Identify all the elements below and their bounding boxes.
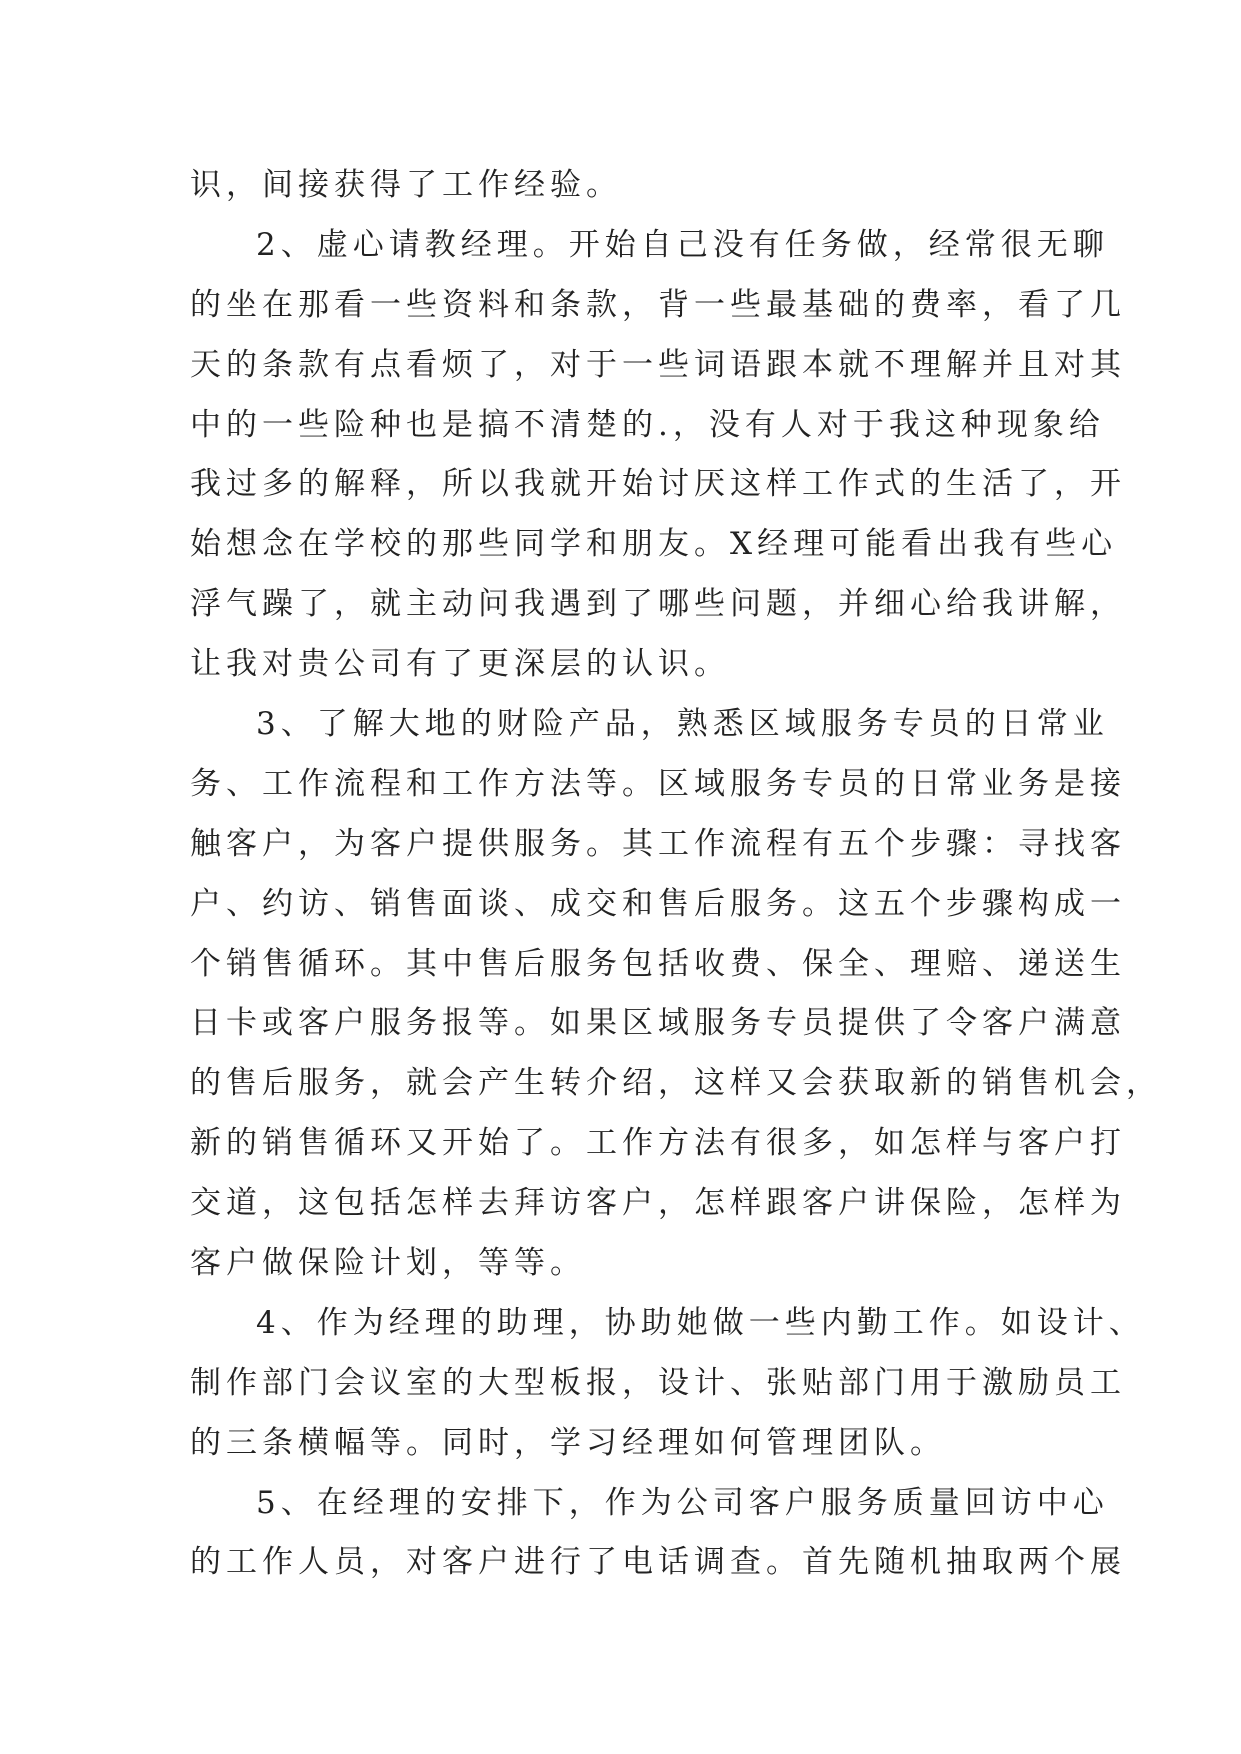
paragraph-5-start: 5、在经理的安排下，作为公司客户服务质量回访中心 bbox=[256, 1484, 1109, 1521]
paragraph-4-start: 4、作为经理的助理，协助她做一些内勤工作。如设计、 bbox=[256, 1304, 1145, 1341]
text-line: 浮气躁了，就主动问我遇到了哪些问题，并细心给我讲解， bbox=[190, 586, 1126, 623]
text-line: 我过多的解释，所以我就开始讨厌这样工作式的生活了，开 bbox=[190, 466, 1126, 503]
paragraph-2-start: 2、虚心请教经理。开始自己没有任务做，经常很无聊 bbox=[256, 226, 1109, 263]
text-line: 触客户，为客户提供服务。其工作流程有五个步骤：寻找客 bbox=[190, 825, 1126, 862]
text-line: 中的一些险种也是搞不清楚的.，没有人对于我这种现象给 bbox=[190, 406, 1105, 443]
text-line: 的工作人员，对客户进行了电话调查。首先随机抽取两个展 bbox=[190, 1544, 1126, 1581]
text-line: 制作部门会议室的大型板报，设计、张贴部门用于激励员工 bbox=[190, 1364, 1126, 1401]
text-line: 个销售循环。其中售后服务包括收费、保全、理赔、递送生 bbox=[190, 945, 1126, 982]
body-text bbox=[190, 156, 1162, 1593]
text-line: 新的销售循环又开始了。工作方法有很多，如怎样与客户打 bbox=[190, 1125, 1126, 1162]
text-line: 识，间接获得了工作经验。 bbox=[190, 167, 622, 203]
text-line: 交道，这包括怎样去拜访客户，怎样跟客户讲保险，怎样为 bbox=[190, 1185, 1126, 1222]
text-line: 的售后服务，就会产生转介绍，这样又会获取新的销售机会， bbox=[190, 1065, 1162, 1102]
text-line: 日卡或客户服务报等。如果区域服务专员提供了令客户满意 bbox=[190, 1005, 1126, 1042]
text-line: 务、工作流程和工作方法等。区域服务专员的日常业务是接 bbox=[190, 765, 1126, 802]
text-line: 天的条款有点看烦了，对于一些词语跟本就不理解并且对其 bbox=[190, 346, 1126, 383]
text-line: 让我对贵公司有了更深层的认识。 bbox=[190, 646, 730, 683]
text-line: 户、约访、销售面谈、成交和售后服务。这五个步骤构成一 bbox=[190, 885, 1126, 922]
paragraph-3-start: 3、了解大地的财险产品，熟悉区域服务专员的日常业 bbox=[256, 706, 1109, 743]
text-line: 的三条横幅等。同时，学习经理如何管理团队。 bbox=[190, 1424, 946, 1461]
text-line: 始想念在学校的那些同学和朋友。X经理可能看出我有些心 bbox=[190, 526, 1118, 563]
text-line: 的坐在那看一些资料和条款，背一些最基础的费率，看了几 bbox=[190, 286, 1126, 323]
text-line: 客户做保险计划，等等。 bbox=[190, 1245, 586, 1282]
